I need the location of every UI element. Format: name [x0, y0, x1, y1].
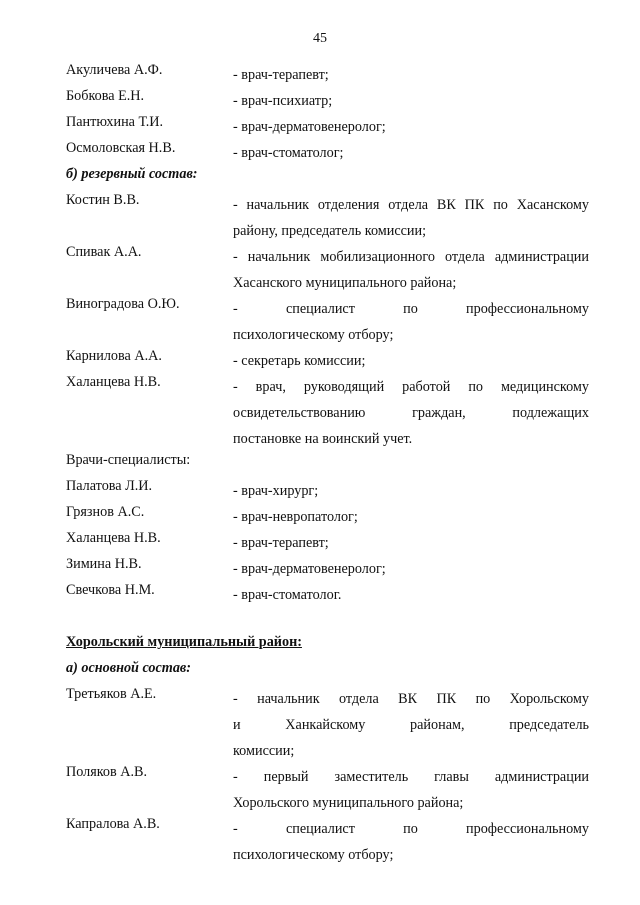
role-line: району, председатель комиссии; [233, 223, 427, 239]
member-name: Поляков А.В. [66, 764, 148, 780]
member-role: - врач-дерматовенеролог; [233, 561, 386, 577]
role-line: - начальник отдела ВК ПК по Хорольскому [233, 691, 589, 707]
member-role [233, 296, 589, 348]
member-name: Зимина Н.В. [66, 556, 142, 572]
member-role: - врач-терапевт; [233, 67, 329, 83]
role-line: освидетельствованию граждан, подлежащих [233, 405, 589, 421]
member-name: Бобкова Е.Н. [66, 88, 145, 104]
member-role [233, 374, 589, 452]
member-name: Свечкова Н.М. [66, 582, 155, 598]
role-line: - первый заместитель главы администрации [233, 769, 589, 785]
member-name: Третьяков А.Е. [66, 686, 157, 702]
member-role: - секретарь комиссии; [233, 353, 366, 369]
member-name: Пантюхина Т.И. [66, 114, 164, 130]
member-name: Спивак А.А. [66, 244, 142, 260]
member-name: Карнилова А.А. [66, 348, 162, 364]
member-role: - врач-невропатолог; [233, 509, 358, 525]
member-name: Халанцева Н.В. [66, 530, 161, 546]
member-name: Виноградова О.Ю. [66, 296, 180, 312]
member-name: Осмоловская Н.В. [66, 140, 176, 156]
member-role [233, 686, 589, 764]
role-line: комиссии; [233, 743, 295, 759]
role-line: - начальник мобилизационного отдела администрации [233, 249, 589, 265]
member-role [233, 244, 589, 296]
member-role: - врач-психиатр; [233, 93, 333, 109]
member-role [233, 192, 589, 244]
member-role: - врач-стоматолог; [233, 145, 344, 161]
role-line: - специалист по профессиональному [233, 301, 589, 317]
member-role: - врач-стоматолог. [233, 587, 342, 603]
member-role: - врач-терапевт; [233, 535, 329, 551]
role-line: психологическому отбору; [233, 847, 394, 863]
member-role: - врач-хирург; [233, 483, 319, 499]
role-line: - специалист по профессиональному [233, 821, 589, 837]
role-line: психологическому отбору; [233, 327, 394, 343]
member-name: Халанцева Н.В. [66, 374, 161, 390]
doctors-label: Врачи-специалисты: [66, 452, 191, 468]
role-line: Хасанского муниципального района; [233, 275, 457, 291]
role-line: - начальник отделения отдела ВК ПК по Хасанскому [233, 197, 589, 213]
member-role [233, 816, 589, 868]
district-title: Хорольский муниципальный район: [66, 634, 302, 650]
main-composition-heading: а) основной состав: [66, 660, 191, 676]
member-role [233, 764, 589, 816]
role-line: постановке на воинский учет. [233, 431, 413, 447]
member-name: Палатова Л.И. [66, 478, 153, 494]
reserve-heading: б) резервный состав: [66, 166, 198, 182]
page-number: 45 [313, 31, 327, 46]
member-name: Капралова А.В. [66, 816, 160, 832]
member-role: - врач-дерматовенеролог; [233, 119, 386, 135]
role-line: Хорольского муниципального района; [233, 795, 464, 811]
member-name: Грязнов А.С. [66, 504, 145, 520]
member-name: Костин В.В. [66, 192, 140, 208]
role-line: - врач, руководящий работой по медицинскому [233, 379, 589, 395]
member-name: Акуличева А.Ф. [66, 62, 163, 78]
role-line: и Ханкайскому районам, председатель [233, 717, 589, 733]
